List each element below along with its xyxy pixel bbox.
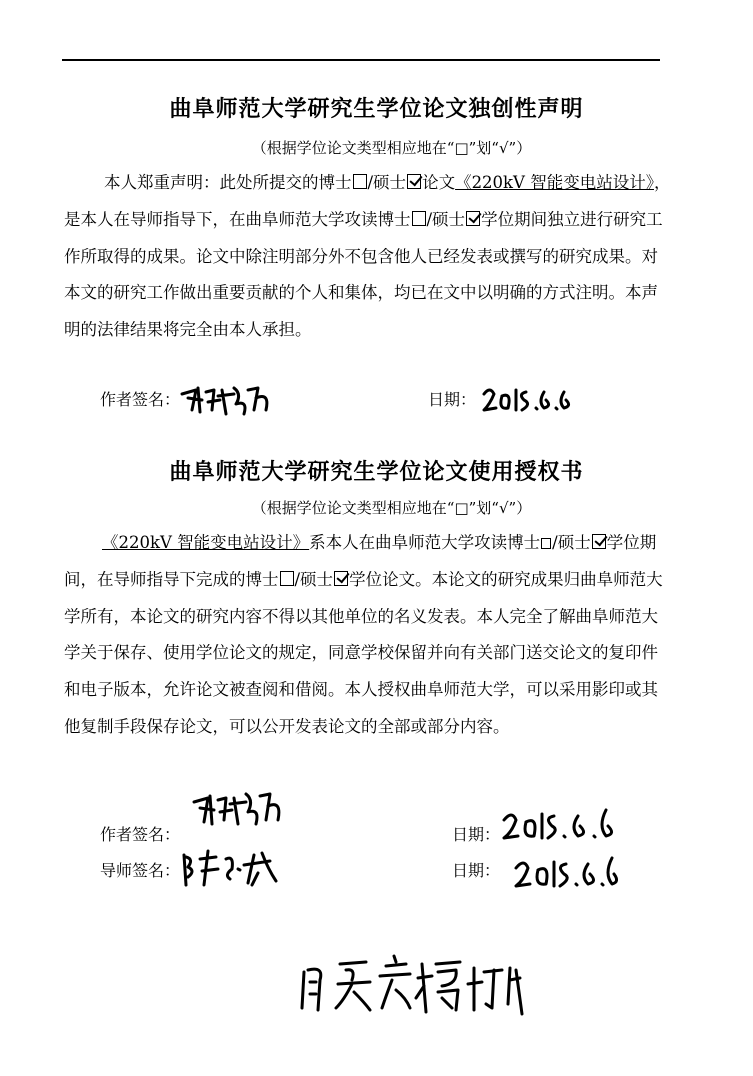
author-signature-label-2: 作者签名： — [100, 825, 181, 844]
handwritten-date-1 — [480, 380, 580, 416]
authorization-body: 《220kV 智能变电站设计》系本人在曲阜师范大学攻读博士 /硕士 学位期间，在导师指导下完成的博士 /硕士 学位论文。本论文的研究成果归曲阜师范大学所有，本论文的研究内容不得以其他单位的名义发表。本人完全了解曲阜师范大学关于保存、使用学位论文的规定，同意学校保留并向有关部门送交论文的复印件和电子版本，允许论文被查阅和借阅。本人授权曲阜师范大学，可以采用影印或其他复制手段保存论文，可以公开发表论文的全部或部分内容。 — [64, 533, 663, 736]
master-checkbox-checked-4 — [334, 571, 348, 586]
master-checkbox-checked-2 — [466, 211, 480, 226]
master-checkbox-checked-3 — [592, 534, 606, 549]
declaration-title: 曲阜师范大学研究生学位论文独创性声明 — [169, 97, 584, 122]
handwritten-date-3 — [512, 850, 622, 892]
author-signature-2 — [188, 786, 288, 832]
doctor-checkbox-3 — [541, 538, 551, 549]
doctor-checkbox-2 — [412, 211, 426, 226]
thesis-title-link: 《220kV 智能变电站设计》 — [455, 173, 654, 192]
advisor-signature-label: 导师签名： — [100, 861, 181, 880]
author-signature-label: 作者签名： — [100, 390, 181, 409]
advisor-signature — [178, 845, 288, 891]
declaration-subtitle: （根据学位论文类型相应地在“□”划“√”） — [251, 139, 532, 157]
doctor-checkbox — [353, 174, 367, 189]
authorization-title: 曲阜师范大学研究生学位论文使用授权书 — [169, 460, 584, 485]
date-label-1: 日期： — [428, 390, 477, 409]
handwritten-approval-note — [296, 950, 526, 1020]
author-signature-1 — [178, 380, 278, 420]
declaration-body: 本人郑重声明：此处所提交的博士 /硕士 论文《220kV 智能变电站设计》，是本人在导师指导下，在曲阜师范大学攻读博士 /硕士 学位期间独立进行研究工作所取得的成果。论文中除注明部分外不包含他人已经发表或撰写的研究成果。对本文的研究工作做出重要贡献的个人和集体，均已在文中以明确的方式注明。本声明的法律结果将完全由本人承担。 — [64, 173, 671, 340]
handwritten-date-2 — [500, 800, 620, 846]
master-checkbox-checked — [407, 174, 421, 189]
doctor-checkbox-4 — [280, 571, 294, 586]
header-rule — [62, 59, 660, 61]
date-label-3: 日期： — [452, 861, 501, 880]
thesis-title-2: 《220kV 智能变电站设计》 — [102, 533, 310, 552]
authorization-subtitle: （根据学位论文类型相应地在“□”划“√”） — [251, 499, 532, 517]
date-label-2: 日期： — [452, 825, 501, 844]
